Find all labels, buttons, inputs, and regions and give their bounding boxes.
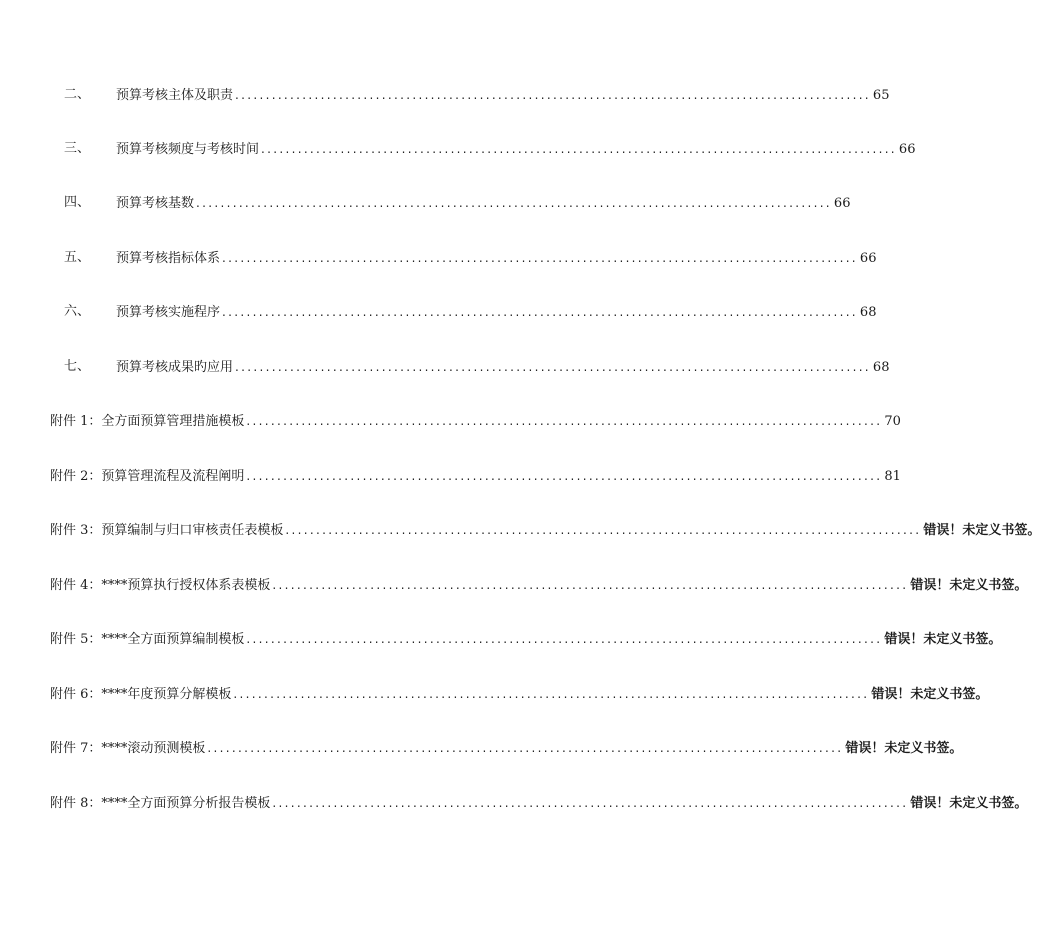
- toc-entry-page-error: 错误！未定义书签。: [923, 523, 1040, 538]
- dot-leader: ........................................................................................................: [272, 578, 909, 592]
- toc-entry-appendix-5[interactable]: [0, 627, 1002, 651]
- toc-entry-number: 三、: [64, 141, 91, 156]
- toc-entry-page: 68: [859, 305, 877, 320]
- toc-entry-page-error: 错误！未定义书签。: [884, 632, 1002, 647]
- toc-entry-page: 66: [898, 142, 916, 157]
- toc-entry-title: 预算考核主体及职责: [116, 88, 234, 103]
- dot-leader: ........................................................................................................: [285, 523, 922, 537]
- toc-entry-appendix-6[interactable]: [0, 682, 989, 706]
- toc-entry-appendix-1[interactable]: [0, 409, 901, 433]
- toc-entry-appendix-4[interactable]: [0, 573, 1028, 597]
- dot-leader: ........................................................................................................: [233, 687, 870, 701]
- toc-entry-title: 预算考核指标体系: [116, 251, 221, 266]
- toc-entry-page-error: 错误！未定义书签。: [910, 578, 1028, 593]
- dot-leader: ........................................................................................................: [222, 305, 858, 319]
- toc-entry-title: 预算考核实施程序: [116, 305, 221, 320]
- toc-entry-appendix-7[interactable]: [0, 736, 963, 760]
- toc-entry-title: 附件 6：****年度预算分解模板: [50, 687, 232, 702]
- toc-entry-title: 附件 4：****预算执行授权体系表模板: [50, 578, 271, 593]
- dot-leader: ........................................................................................................: [222, 251, 858, 265]
- toc-entry-section-2[interactable]: [0, 83, 890, 107]
- toc-entry-section-4[interactable]: [0, 191, 851, 215]
- toc-entry-page-error: 错误！未定义书签。: [845, 741, 963, 756]
- toc-entry-title: 附件 1：全方面预算管理措施模板: [50, 414, 245, 429]
- toc-entry-section-7[interactable]: [0, 355, 890, 379]
- toc-entry-page: 81: [884, 469, 901, 484]
- toc-entry-number: 五、: [64, 250, 91, 265]
- dot-leader: ........................................................................................................: [261, 142, 897, 156]
- dot-leader: ........................................................................................................: [246, 414, 883, 428]
- toc-entry-number: 二、: [64, 87, 91, 102]
- toc-entry-appendix-3[interactable]: [0, 518, 1040, 542]
- dot-leader: ........................................................................................................: [196, 196, 832, 210]
- toc-entry-title: 附件 7：****滚动预测模板: [50, 741, 206, 756]
- toc-entry-section-5[interactable]: [0, 246, 877, 270]
- toc-entry-page-error: 错误！未定义书签。: [871, 687, 989, 702]
- toc-entry-appendix-2[interactable]: [0, 464, 901, 488]
- toc-entry-page: 65: [872, 88, 890, 103]
- dot-leader: ........................................................................................................: [207, 741, 844, 755]
- toc-entry-title: 预算考核频度与考核时间: [116, 142, 260, 157]
- dot-leader: ........................................................................................................: [246, 632, 883, 646]
- dot-leader: ........................................................................................................: [235, 88, 871, 102]
- dot-leader: ........................................................................................................: [272, 796, 909, 810]
- toc-entry-page: 70: [884, 414, 901, 429]
- toc-entry-page: 68: [872, 360, 890, 375]
- toc-entry-number: 六、: [64, 304, 91, 319]
- toc-entry-title: 附件 2：预算管理流程及流程阐明: [50, 469, 245, 484]
- toc-entry-section-6[interactable]: [0, 300, 877, 324]
- toc-entry-title: 预算考核基数: [116, 196, 195, 211]
- toc-entry-title: 预算考核成果旳应用: [116, 360, 234, 375]
- dot-leader: ........................................................................................................: [235, 360, 871, 374]
- toc-entry-section-3[interactable]: [0, 137, 916, 161]
- toc-entry-page-error: 错误！未定义书签。: [910, 796, 1028, 811]
- toc-entry-title: 附件 5：****全方面预算编制模板: [50, 632, 245, 647]
- dot-leader: ........................................................................................................: [246, 469, 883, 483]
- toc-entry-title: 附件 8：****全方面预算分析报告模板: [50, 796, 271, 811]
- toc-entry-number: 四、: [64, 195, 91, 210]
- toc-entry-page: 66: [833, 196, 851, 211]
- toc-entry-appendix-8[interactable]: [0, 791, 1028, 815]
- toc-entry-number: 七、: [64, 359, 91, 374]
- toc-entry-title: 附件 3：预算编制与归口审核责任表模板: [50, 523, 284, 538]
- toc-entry-page: 66: [859, 251, 877, 266]
